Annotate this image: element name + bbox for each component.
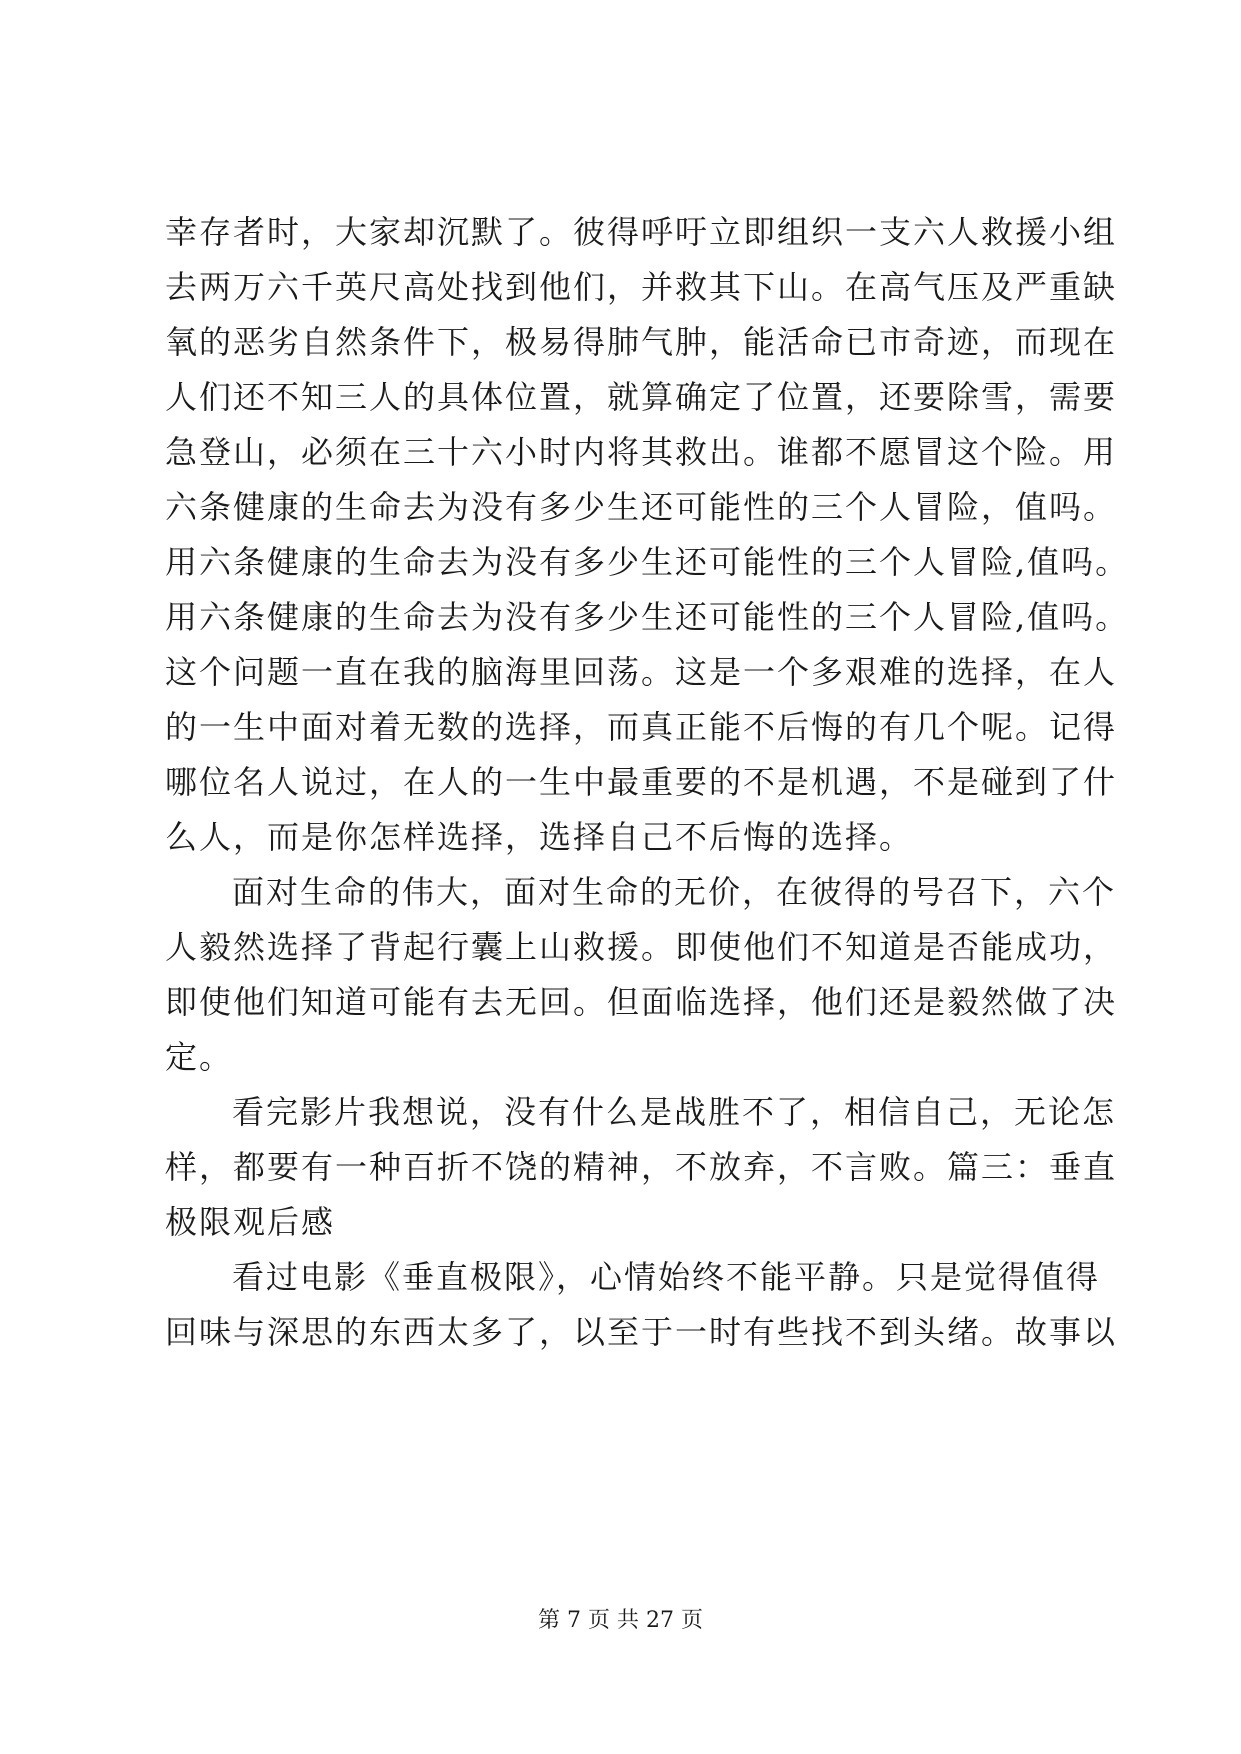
- text-line: 用六条健康的生命去为没有多少生还可能性的三个人冒险,值吗。: [165, 598, 1130, 636]
- text-line: 急登山，必须在三十六小时内将其救出。谁都不愿冒这个险。用: [165, 433, 1118, 471]
- text-line: 氧的恶劣自然条件下，极易得肺气肿，能活命已市奇迹，而现在: [165, 323, 1118, 361]
- text-line: 样，都要有一种百折不饶的精神，不放弃，不言败。篇三：垂直: [165, 1148, 1118, 1186]
- text-line: 定。: [165, 1038, 234, 1076]
- text-line: 极限观后感: [165, 1203, 336, 1241]
- page-number-footer: 第 7 页 共 27 页: [538, 1608, 703, 1633]
- text-line: 么人，而是你怎样选择，选择自己不后悔的选择。: [165, 818, 914, 856]
- text-line: 六条健康的生命去为没有多少生还可能性的三个人冒险，值吗。: [165, 488, 1118, 526]
- text-line: 人们还不知三人的具体位置，就算确定了位置，还要除雪，需要: [165, 378, 1118, 416]
- text-line: 去两万六千英尺高处找到他们，并救其下山。在高气压及严重缺: [165, 268, 1118, 306]
- text-line: 用六条健康的生命去为没有多少生还可能性的三个人冒险,值吗。: [165, 543, 1130, 581]
- paragraph-first-line: 面对生命的伟大，面对生命的无价，在彼得的号召下，六个: [232, 873, 1117, 911]
- text-line: 这个问题一直在我的脑海里回荡。这是一个多艰难的选择，在人: [165, 653, 1118, 691]
- text-line: 即使他们知道可能有去无回。但面临选择，他们还是毅然做了决: [165, 983, 1118, 1021]
- text-line: 幸存者时，大家却沉默了。彼得呼吁立即组织一支六人救援小组: [165, 213, 1118, 251]
- paragraph-first-line: 看过电影《垂直极限》，心情始终不能平静。只是觉得值得: [232, 1258, 1101, 1296]
- text-line: 哪位名人说过，在人的一生中最重要的不是机遇，不是碰到了什: [165, 763, 1118, 801]
- paragraph-first-line: 看完影片我想说，没有什么是战胜不了，相信自己，无论怎: [232, 1093, 1117, 1131]
- text-line: 的一生中面对着无数的选择，而真正能不后悔的有几个呢。记得: [165, 708, 1118, 746]
- text-line: 人毅然选择了背起行囊上山救援。即使他们不知道是否能成功，: [165, 928, 1118, 966]
- text-line: 回味与深思的东西太多了，以至于一时有些找不到头绪。故事以: [165, 1313, 1118, 1351]
